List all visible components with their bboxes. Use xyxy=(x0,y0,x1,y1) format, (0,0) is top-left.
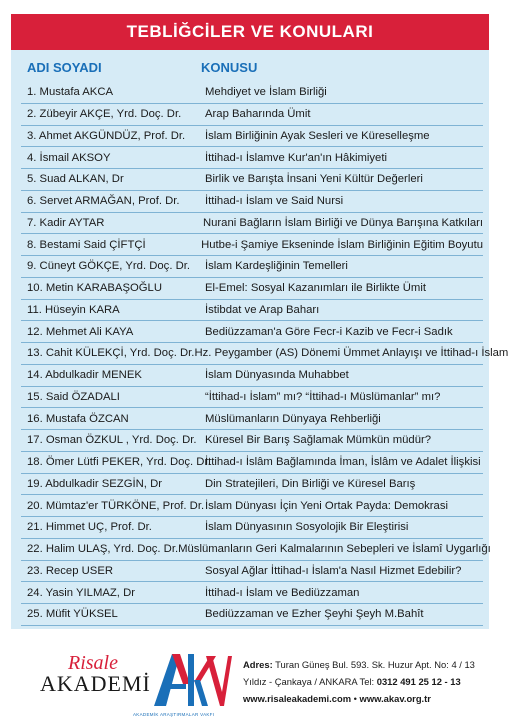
table-row xyxy=(21,604,483,626)
speaker-topic: Hutbe-i Şamiye Ekseninde İslam Birliğinin Eğitim Boyutu xyxy=(201,238,483,251)
speaker-topic: Hz. Peygamber (AS) Dönemi Ümmet Anlayışı ve İttihad-ı İslam xyxy=(194,347,508,360)
speaker-name: 14. Abdulkadir MENEK xyxy=(27,369,142,382)
speaker-topic: İslam Dünyası İçin Yeni Ortak Payda: Demokrasi xyxy=(205,499,448,512)
column-header-name: ADI SOYADI xyxy=(27,60,102,75)
speaker-topic: Küresel Bir Barış Sağlamak Mümkün müdür? xyxy=(205,434,432,447)
speaker-topic: El-Emel: Sosyal Kazanımları ile Birlikte Ümit xyxy=(205,282,426,295)
speaker-topic: İslam Dünyasının Sosyolojik Bir Eleştirisi xyxy=(205,521,409,534)
speaker-name: 25. Müfit YÜKSEL xyxy=(27,608,118,621)
speaker-name: 19. Abdulkadir SEZGİN, Dr xyxy=(27,477,162,490)
table-row xyxy=(21,278,483,300)
speaker-name: 21. Himmet UÇ, Prof. Dr. xyxy=(27,521,152,534)
speaker-name: 15. Said ÖZADALI xyxy=(27,390,120,403)
table-row xyxy=(21,191,483,213)
speaker-topic: Mehdiyet ve İslam Birliği xyxy=(205,86,327,99)
speaker-name: 13. Cahit KÜLEKÇİ, Yrd. Doç. Dr. xyxy=(27,347,195,360)
speaker-name: 12. Mehmet Ali KAYA xyxy=(27,325,134,338)
speaker-topic: Arap Baharında Ümit xyxy=(205,108,311,121)
table-row xyxy=(21,126,483,148)
speaker-topic: İstibdat ve Arap Baharı xyxy=(205,303,320,316)
logo-akademi-text: AKADEMİ xyxy=(40,671,151,696)
table-row xyxy=(21,169,483,191)
address-label: Adres: xyxy=(243,659,273,670)
footer xyxy=(0,636,500,727)
speaker-name: 1. Mustafa AKCA xyxy=(27,86,114,99)
speaker-topic: İslam Birliğinin Ayak Sesleri ve Küreselleşme xyxy=(205,129,430,142)
table-row xyxy=(21,234,483,256)
table-row xyxy=(21,430,483,452)
speaker-topic: Sosyal Ağlar İttihad-ı İslam'a Nasıl Hizmet Edebilir? xyxy=(205,564,462,577)
website-separator: • xyxy=(351,693,360,704)
address-text-2: Yıldız - Çankaya / ANKARA Tel: xyxy=(243,676,377,687)
speaker-name: 11. Hüseyin KARA xyxy=(27,303,120,316)
speaker-topic: Müslümanların Geri Kalmalarının Sebepleri ve İslamî Uygarlığı xyxy=(178,543,491,556)
speaker-topic: Nurani Bağların İslam Birliği ve Dünya Barışına Katkıları xyxy=(202,216,483,229)
table-row xyxy=(21,539,491,561)
speaker-name: 22. Halim ULAŞ, Yrd. Doç. Dr. xyxy=(27,543,179,556)
risale-akademi-logo xyxy=(40,652,151,697)
table-row xyxy=(21,300,483,322)
table-row xyxy=(21,82,483,104)
speaker-name: 8. Bestami Said ÇİFTÇİ xyxy=(27,238,146,251)
table-row xyxy=(21,452,483,474)
speaker-name: 16. Mustafa ÖZCAN xyxy=(27,412,129,425)
table-row xyxy=(21,104,483,126)
speaker-topic: İslam Dünyasında Muhabbet xyxy=(205,369,349,382)
speaker-name: 7. Kadir AYTAR xyxy=(27,216,105,229)
speaker-topic: Birlik ve Barışta İnsani Yeni Kültür Değerleri xyxy=(205,173,423,186)
speaker-name: 6. Servet ARMAĞAN, Prof. Dr. xyxy=(27,195,180,208)
logo-risale-text: Risale xyxy=(68,652,118,674)
table-row xyxy=(21,387,483,409)
title-bar xyxy=(11,14,489,50)
speaker-name: 2. Zübeyir AKÇE, Yrd. Doç. Dr. xyxy=(27,108,182,121)
speaker-topic: Din Stratejileri, Din Birliği ve Küresel Barış xyxy=(205,477,416,490)
table-row xyxy=(21,474,483,496)
speaker-name: 20. Mümtaz'er TÜRKÖNE, Prof. Dr. xyxy=(27,499,205,512)
speaker-name: 17. Osman ÖZKUL , Yrd. Doç. Dr. xyxy=(27,434,197,447)
table-row xyxy=(21,213,483,235)
table-row xyxy=(21,495,483,517)
speaker-list xyxy=(21,82,508,626)
address-line-2 xyxy=(243,673,475,690)
table-row xyxy=(21,256,483,278)
speaker-name: 9. Cüneyt GÖKÇE, Yrd. Doç. Dr. xyxy=(27,260,191,273)
speaker-topic: İttihad-ı İslamve Kur'an'ın Hâkimiyeti xyxy=(205,151,387,164)
table-row xyxy=(21,561,483,583)
speaker-name: 10. Metin KARABAŞOĞLU xyxy=(27,282,162,295)
speaker-name: 4. İsmail AKSOY xyxy=(27,151,111,164)
address-line-1 xyxy=(243,656,475,673)
table-row xyxy=(21,517,483,539)
speaker-topic: İttihad-ı İslam ve Bediüzzaman xyxy=(205,586,360,599)
website-risale-link[interactable]: www.risaleakademi.com xyxy=(243,693,352,704)
speaker-topic: İttihad-ı İslâm Bağlamında İman, İslâm ve Adalet İlişkisi xyxy=(205,456,481,469)
table-row xyxy=(21,321,483,343)
speaker-topic: Müslümanların Dünyaya Rehberliği xyxy=(205,412,381,425)
table-row xyxy=(21,147,483,169)
table-row xyxy=(21,582,483,604)
table-row xyxy=(21,343,508,365)
speaker-topic: İttihad-ı İslam ve Said Nursi xyxy=(205,195,344,208)
akv-logo-icon xyxy=(150,644,230,714)
speaker-topic: “İttihad-ı İslam” mı? “İttihad-ı Müslümanlar” mı? xyxy=(205,390,441,403)
speaker-topic: Bediüzzaman'a Göre Fecr-i Kazib ve Fecr-i Sadık xyxy=(205,325,453,338)
phone-number: 0312 491 25 12 - 13 xyxy=(376,676,461,687)
speaker-name: 24. Yasin YILMAZ, Dr xyxy=(27,586,135,599)
address-text-1: Turan Güneş Bul. 593. Sk. Huzur Apt. No: 4 / 13 xyxy=(272,659,475,670)
speaker-name: 23. Recep USER xyxy=(27,564,114,577)
address-line-3 xyxy=(243,690,475,707)
speaker-topic: İslam Kardeşliğinin Temelleri xyxy=(205,260,348,273)
speaker-name: 18. Ömer Lütfi PEKER, Yrd. Doç. Dr. xyxy=(27,456,211,469)
table-row xyxy=(21,365,483,387)
website-akav-link[interactable]: www.akav.org.tr xyxy=(359,693,431,704)
speaker-name: 5. Suad ALKAN, Dr xyxy=(27,173,124,186)
address-block xyxy=(243,656,475,707)
column-header-topic: KONUSU xyxy=(201,60,258,75)
akv-caption: AKADEMİK ARAŞTIRMALAR VAKFI xyxy=(133,712,215,717)
speaker-topic: Bediüzzaman ve Ezher Şeyhi Şeyh M.Bahît xyxy=(205,608,424,621)
page-title: TEBLİĞCİLER VE KONULARI xyxy=(126,22,374,41)
speaker-name: 3. Ahmet AKGÜNDÜZ, Prof. Dr. xyxy=(27,129,186,142)
table-row xyxy=(21,408,483,430)
